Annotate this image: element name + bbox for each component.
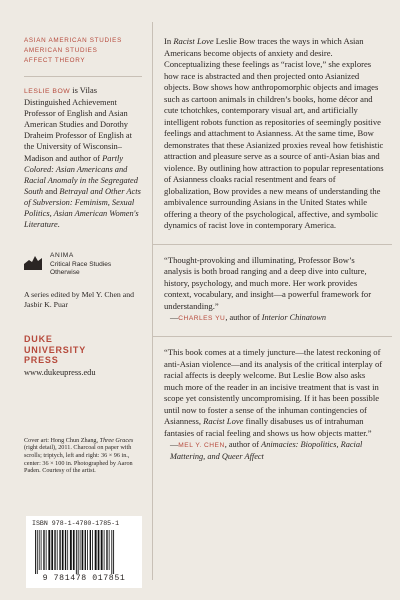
blurb-attribution	[170, 439, 384, 462]
dash: —	[170, 440, 179, 449]
dash: —	[170, 313, 179, 322]
barcode-bar	[76, 530, 77, 574]
barcode-bars	[34, 530, 134, 574]
barcode-digits: 9 781478 017851	[42, 574, 126, 583]
barcode-bar	[37, 530, 38, 574]
barcode-bar	[87, 530, 88, 570]
barcode-bar	[85, 530, 86, 570]
blurb-role: , author of	[224, 440, 262, 449]
barcode-bar	[48, 530, 50, 570]
book-title: Racist Love	[173, 36, 214, 46]
blurb-book-title: Interior Chinatown	[261, 313, 327, 322]
left-column	[24, 36, 142, 475]
barcode-bar	[59, 530, 60, 570]
anima-series-name	[50, 252, 111, 277]
barcode-bar	[62, 530, 64, 570]
barcode-bar	[78, 530, 79, 574]
category-item: AFFECT THEORY	[24, 57, 86, 64]
barcode-bar	[46, 530, 47, 570]
barcode-bar	[82, 530, 84, 570]
barcode-bar	[51, 530, 53, 570]
credit-text: (right detail), 2011. Charcoal on paper with scrolls; triptych, left and right: 36 × 96 in., center: 36 × 100 in. Photographed by Aaron Paden. Courtesy of the artist.	[24, 444, 133, 475]
barcode-bar	[113, 530, 114, 574]
series-editors: A series edited by Mel Y. Chen and Jasbir K. Puar	[24, 290, 135, 310]
blurb-book-title: Animacies: Biopolitics, Racial Mattering, and Queer Affect	[170, 440, 363, 461]
divider	[152, 336, 392, 337]
column-divider	[152, 22, 153, 580]
category-item: AMERICAN STUDIES	[24, 47, 98, 54]
barcode-bar	[111, 530, 112, 574]
anima-subtitle: Otherwise	[50, 269, 80, 277]
book-description	[164, 36, 384, 232]
quote-text: “This book comes at a timely juncture—the latest reckoning of anti-Asian violence—and its analysis of the critical interplay of racial affects is deeply welcome. But Leslie Bow also asks much more of the reader in an incisive treatment that is vast in scope yet consistently uncompromising. If it has been possible until now to foster a sense of the inhuman contingencies of Asianness,	[164, 347, 383, 426]
blurb-author-name: CHARLES YU	[178, 315, 226, 322]
description-text: In	[164, 36, 174, 46]
isbn-barcode	[26, 516, 142, 588]
publisher-line: DUKE	[24, 334, 53, 345]
barcode-bar	[67, 530, 68, 570]
barcode-bar	[106, 530, 107, 570]
blurb-role: , author of	[225, 313, 262, 322]
subject-categories	[24, 36, 142, 66]
cover-art-credit	[24, 437, 142, 475]
bio-text: and	[43, 186, 60, 196]
blurb-attribution	[170, 312, 384, 324]
quote-text: finally disabuses us of intrahuman fantasies of racial feeling and shows us how objects matter.”	[164, 416, 372, 438]
author-name: LESLIE BOW	[24, 88, 71, 95]
book-title: Racist Love	[203, 416, 244, 426]
blurb-quote	[164, 347, 384, 439]
blurb-author-name: MEL Y. CHEN	[178, 442, 225, 449]
description-text: Leslie Bow traces the ways in which Asian Americans become objects of anxiety and desire. Conceptualizing these feelings as “racist love,” she explores how race is abstracted and then projected onto Asianized objects. Bow shows how anthropomorphic objects and images such as cartoon animals in children’s books, home décor and cute tchotchkes, contemporary visual art, and artificially intelligent robots function as repositories of seemingly positive feelings and attachment to Asianness. At the same time, Bow demonstrates that these Asianized proxies reveal how fetishistic attraction and pleasure serve as a source of anti-Asian bias and violence. By outlining how attraction to popular representations of Asianness cloaks racial resentment and fears of globalization, Bow provides a new means of understanding the ambivalence surrounding Asians in the United States while offering a theory of the psychological, affective, and symbolic dynamics of racist love in contemporary America.	[164, 36, 384, 230]
barcode-bar	[65, 530, 66, 570]
publisher-name	[24, 334, 142, 366]
divider	[24, 76, 142, 77]
bio-text: .	[57, 220, 60, 230]
barcode-bar	[41, 530, 42, 570]
right-column	[164, 36, 384, 462]
credit-text: Cover art: Hong Chun Zhang,	[24, 436, 100, 444]
blurb-quote: “Thought-provoking and illuminating, Professor Bow’s analysis is both broad ranging and a deep dive into culture, history, psychology, and much more. Her work provides context, vocabulary, and insight—a powerful framework for understanding.”	[164, 254, 372, 311]
anima-logo-icon	[24, 254, 42, 270]
bio-book-title: Partly Colored: Asian Americans and Racial Anomaly in the Segregated South	[24, 153, 138, 196]
bio-book-title: Betrayal and Other Acts of Subversion: Feminism, Sexual Politics, Asian American Women's Literature	[24, 186, 141, 230]
publisher-line: UNIVERSITY	[24, 344, 87, 355]
barcode-bar	[92, 530, 93, 570]
anima-title: ANIMA	[50, 252, 74, 260]
category-item: ASIAN AMERICAN STUDIES	[24, 37, 122, 44]
barcode-bar	[98, 530, 100, 570]
barcode-bar	[101, 530, 103, 570]
isbn-number: ISBN 978-1-4780-1785-1	[32, 520, 120, 527]
barcode-bar	[95, 530, 97, 570]
anima-subtitle: Critical Race Studies	[50, 260, 112, 268]
barcode-bar	[90, 530, 91, 570]
barcode-bar	[57, 530, 58, 570]
barcode-bar	[73, 530, 75, 570]
barcode-bar	[35, 530, 36, 574]
anima-series-logo	[24, 252, 142, 286]
barcode-bar	[54, 530, 55, 570]
barcode-bar	[39, 530, 40, 570]
barcode-bar	[43, 530, 44, 570]
publisher-line: PRESS	[24, 355, 59, 366]
bio-text: is Vilas Distinguished Achievement Professor of English and Asian American Studies and Dorothy Draheim Professor of English at the University of Wisconsin–Madison and author of	[24, 86, 132, 163]
artwork-title: Three Graces	[99, 436, 134, 444]
divider	[152, 244, 392, 245]
author-bio	[24, 85, 142, 230]
barcode-bar	[109, 530, 110, 570]
barcode-bar	[104, 530, 105, 570]
barcode-bar	[80, 530, 81, 570]
publisher-url: www.dukeupress.edu	[24, 367, 96, 377]
barcode-bar	[70, 530, 72, 570]
